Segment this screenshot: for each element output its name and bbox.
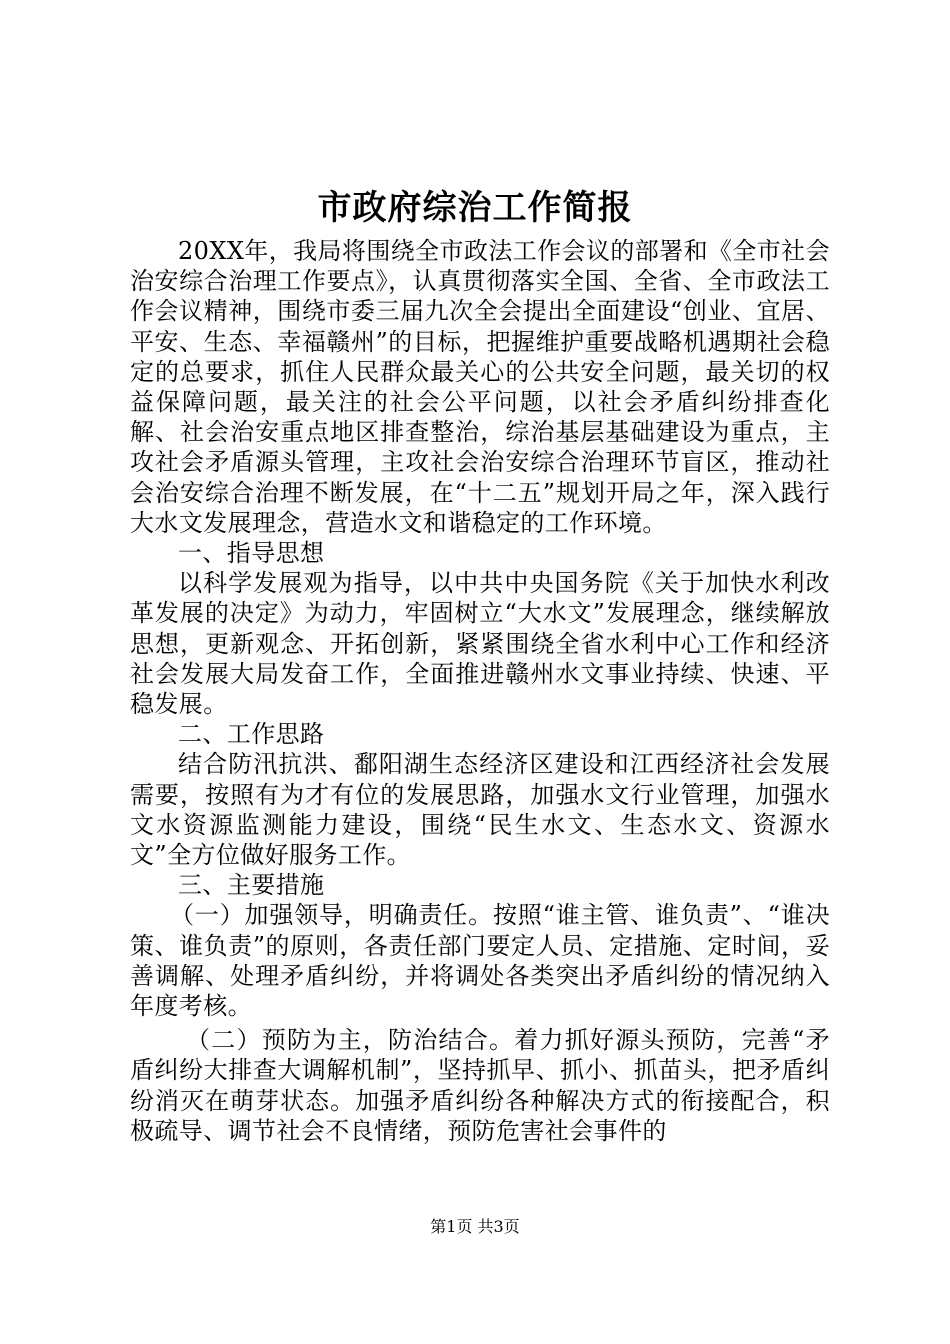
section-heading-work-approach: 二、工作思路 (178, 720, 325, 749)
paragraph-intro: 20XX年，我局将围绕全市政法工作会议的部署和《全市社会治安综合治理工作要点》，认真贯彻落实全国、全省、全市政法工作会议精神，围绕市委三届九次全会提出全面建设“创业、宜居、平安、生态、幸福赣州”的目标，把握维护重要战略机遇期社会稳定的总要求，抓住人民群众最关心的公共安全问题，最关切的权益保障问题，最关注的社会公平问题，以社会矛盾纠纷排查化解、社会治安重点地区排查整治，综治基层基础建设为重点，主攻社会矛盾源头管理，主攻社会治安综合治理环节盲区，推动社会治安综合治理不断发展，在“十二五”规划开局之年，深入践行大水文发展理念，营造水文和谐稳定的工作环境。 (130, 237, 830, 537)
document-title: 市政府综治工作简报 (317, 188, 633, 228)
document-body (130, 236, 830, 1146)
section-heading-guiding-ideology: 一、指导思想 (178, 539, 325, 568)
section-heading-main-measures: 三、主要措施 (178, 871, 325, 900)
page-number-footer: 第1页 共3页 (430, 1217, 520, 1236)
paragraph-measure-1: （一）加强领导，明确责任。按照“谁主管、谁负责”、“谁决策、谁负责”的原则，各责任部门要定人员、定措施、定时间，妥善调解、处理矛盾纠纷，并将调处各类突出矛盾纠纷的情况纳入年度考核。 (130, 901, 830, 1021)
paragraph-work-approach: 结合防汛抗洪、鄱阳湖生态经济区建设和江西经济社会发展需要，按照有为才有位的发展思路，加强水文行业管理，加强水文水资源监测能力建设，围绕“民生水文、生态水文、资源水文”全方位做好服务工作。 (130, 750, 830, 870)
paragraph-guiding-ideology: 以科学发展观为指导，以中共中央国务院《关于加快水利改革发展的决定》为动力，牢固树立“大水文”发展理念，继续解放思想，更新观念、开拓创新，紧紧围绕全省水利中心工作和经济社会发展大局发奋工作，全面推进赣州水文事业持续、快速、平稳发展。 (130, 569, 830, 719)
paragraph-measure-2: （二）预防为主，防治结合。着力抓好源头预防，完善“矛盾纠纷大排查大调解机制”，坚持抓早、抓小、抓苗头，把矛盾纠纷消灭在萌芽状态。加强矛盾纠纷各种解决方式的衔接配合，积极疏导、调节社会不良情绪，预防危害社会事件的 (130, 1026, 830, 1145)
